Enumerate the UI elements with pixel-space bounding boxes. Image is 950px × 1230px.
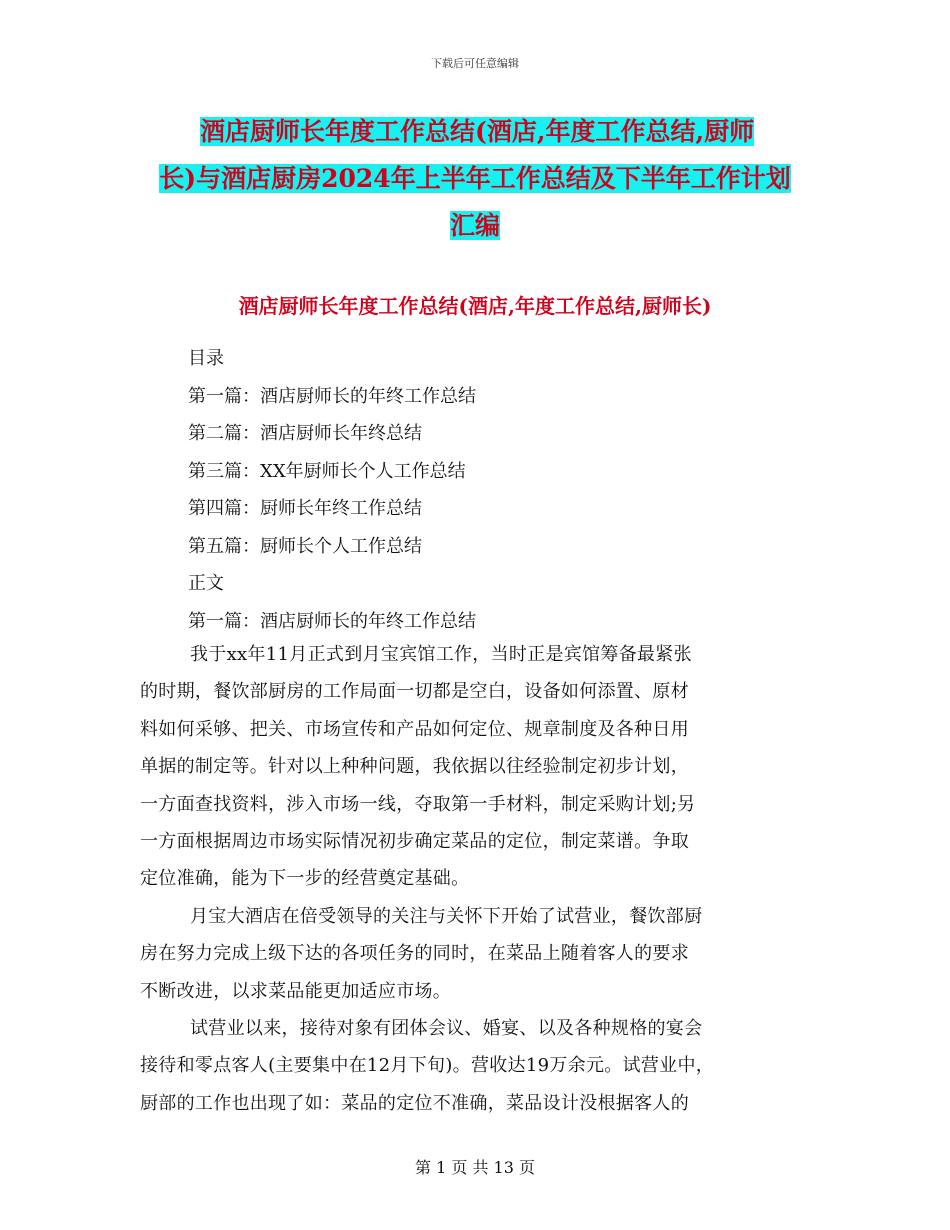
- paragraph-line: 月宝大酒店在倍受领导的关注与关怀下开始了试营业，餐饮部厨: [190, 905, 703, 927]
- paragraph-line: 接待和零点客人(主要集中在12月下旬)。营收达19万余元。试营业中，: [140, 1055, 715, 1077]
- toc-item: 第一篇：酒店厨师长的年终工作总结: [188, 385, 476, 407]
- toc-item: 第三篇：XX年厨师长个人工作总结: [188, 460, 466, 482]
- table-of-contents: [188, 340, 476, 640]
- toc-item: 第二篇：酒店厨师长年终总结: [188, 423, 422, 444]
- toc-item: 第五篇：厨师长个人工作总结: [188, 535, 422, 557]
- paragraph-line: 的时期，餐饮部厨房的工作局面一切都是空白，设备如何添置、原材: [140, 681, 689, 703]
- section-title: 酒店厨师长年度工作总结(酒店,年度工作总结,厨师长): [238, 294, 712, 318]
- paragraph-line: 一方面根据周边市场实际情况初步确定菜品的定位，制定菜谱。争取: [140, 831, 689, 853]
- paragraph-line: 房在努力完成上级下达的各项任务的同时，在菜品上随着客人的要求: [140, 943, 689, 965]
- paragraph-line: 试营业以来，接待对象有团体会议、婚宴、以及各种规格的宴会: [190, 1018, 703, 1040]
- paragraph-line: 我于xx年11月正式到月宝宾馆工作，当时正是宾馆筹备最紧张: [190, 644, 692, 665]
- article-heading: 第一篇：酒店厨师长的年终工作总结: [188, 610, 476, 632]
- document-title: [140, 108, 810, 249]
- header-note: 下载后可任意编辑: [431, 57, 519, 70]
- title-line-3: 汇编: [449, 211, 500, 240]
- toc-item: 第四篇：厨师长年终工作总结: [188, 498, 422, 519]
- paragraph-line: 定位准确，能为下一步的经营奠定基础。: [140, 868, 470, 890]
- title-line-2: 长)与酒店厨房2024年上半年工作总结及下半年工作计划: [159, 164, 791, 193]
- page-footer: 第 1 页 共 13 页: [415, 1158, 535, 1177]
- paragraph-line: 单据的制定等。针对以上种种问题，我依据以往经验制定初步计划，: [140, 756, 689, 778]
- body-label: 正文: [188, 573, 224, 594]
- paragraph-line: 厨部的工作也出现了如：菜品的定位不准确，菜品设计没根据客人的: [140, 1092, 689, 1114]
- title-line-1: 酒店厨师长年度工作总结(酒店,年度工作总结,厨师: [200, 117, 755, 146]
- article-body: [140, 636, 810, 1122]
- paragraph-line: 料如何采够、把关、市场宣传和产品如何定位、规章制度及各种日用: [140, 718, 689, 740]
- toc-heading: 目录: [188, 348, 224, 369]
- paragraph-line: 不断改进，以求菜品能更加适应市场。: [140, 980, 452, 1002]
- paragraph-line: 一方面查找资料，涉入市场一线，夺取第一手材料，制定采购计划;另: [140, 793, 696, 815]
